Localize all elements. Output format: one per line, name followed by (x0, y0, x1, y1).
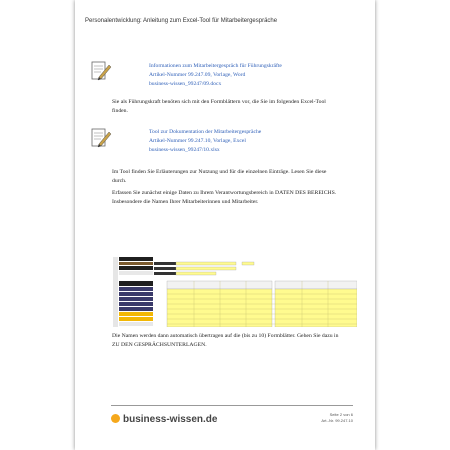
paragraph: Im Tool finden Sie Erläuterungen zur Nutzung und für die einzelnen Einträge. Lesen Sie diese durch. (112, 169, 327, 184)
document-page (75, 0, 375, 450)
page-number: Seite 2 von 6 (329, 412, 353, 417)
attachment-filename[interactable]: business-wissen_99247/10.xlsx (149, 147, 220, 153)
paragraph: Die Namen werden dann automatisch übertragen auf die (bis zu 10) Formblätter. Gehen Sie dazu in ZU DEN GESPRÄCHSUNTERLAGEN. (112, 333, 339, 348)
logo-text: business-wissen.de (123, 414, 218, 425)
attachment-title[interactable]: Tool zur Dokumentation der Mitarbeitergespräche (149, 129, 262, 135)
article-number: Art.-Nr. 99.247.10 (321, 418, 353, 423)
business-wissen-logo (111, 414, 217, 425)
logo-dot-icon (111, 414, 120, 423)
document-pen-icon (89, 60, 113, 82)
paragraph: Erfassen Sie zunächst einige Daten zu Ihrem Verantwortungsbereich in DATEN DES BEREICHS. Insbesondere die Namen Ihrer Mitarbeiterinnen und Mitarbeiter. (112, 190, 337, 205)
attachment-title[interactable]: Informationen zum Mitarbeitergespräch für Führungskräfte (149, 63, 282, 69)
attachment-link-2[interactable] (149, 128, 261, 155)
document-pen-icon (89, 127, 113, 149)
page-header-title: Personalentwicklung: Anleitung zum Excel-Tool für Mitarbeitergespräche (85, 18, 278, 24)
footer-divider (111, 405, 353, 406)
paragraph: Sie als Führungskraft benöten sich mit den Formblättern vor, die Sie im folgenden Excel-Tool finden. (112, 99, 326, 114)
attachment-filename[interactable]: business-wissen_99247/09.docx (149, 81, 222, 87)
attachment-article[interactable]: Artikel-Nummer 99.247.10, Vorlage, Excel (149, 138, 246, 144)
attachment-link-1[interactable] (149, 62, 282, 89)
excel-screenshot-image (112, 253, 357, 327)
page-info (321, 412, 353, 424)
attachment-article[interactable]: Artikel-Nummer 99.247.09, Vorlage, Word (149, 72, 246, 78)
